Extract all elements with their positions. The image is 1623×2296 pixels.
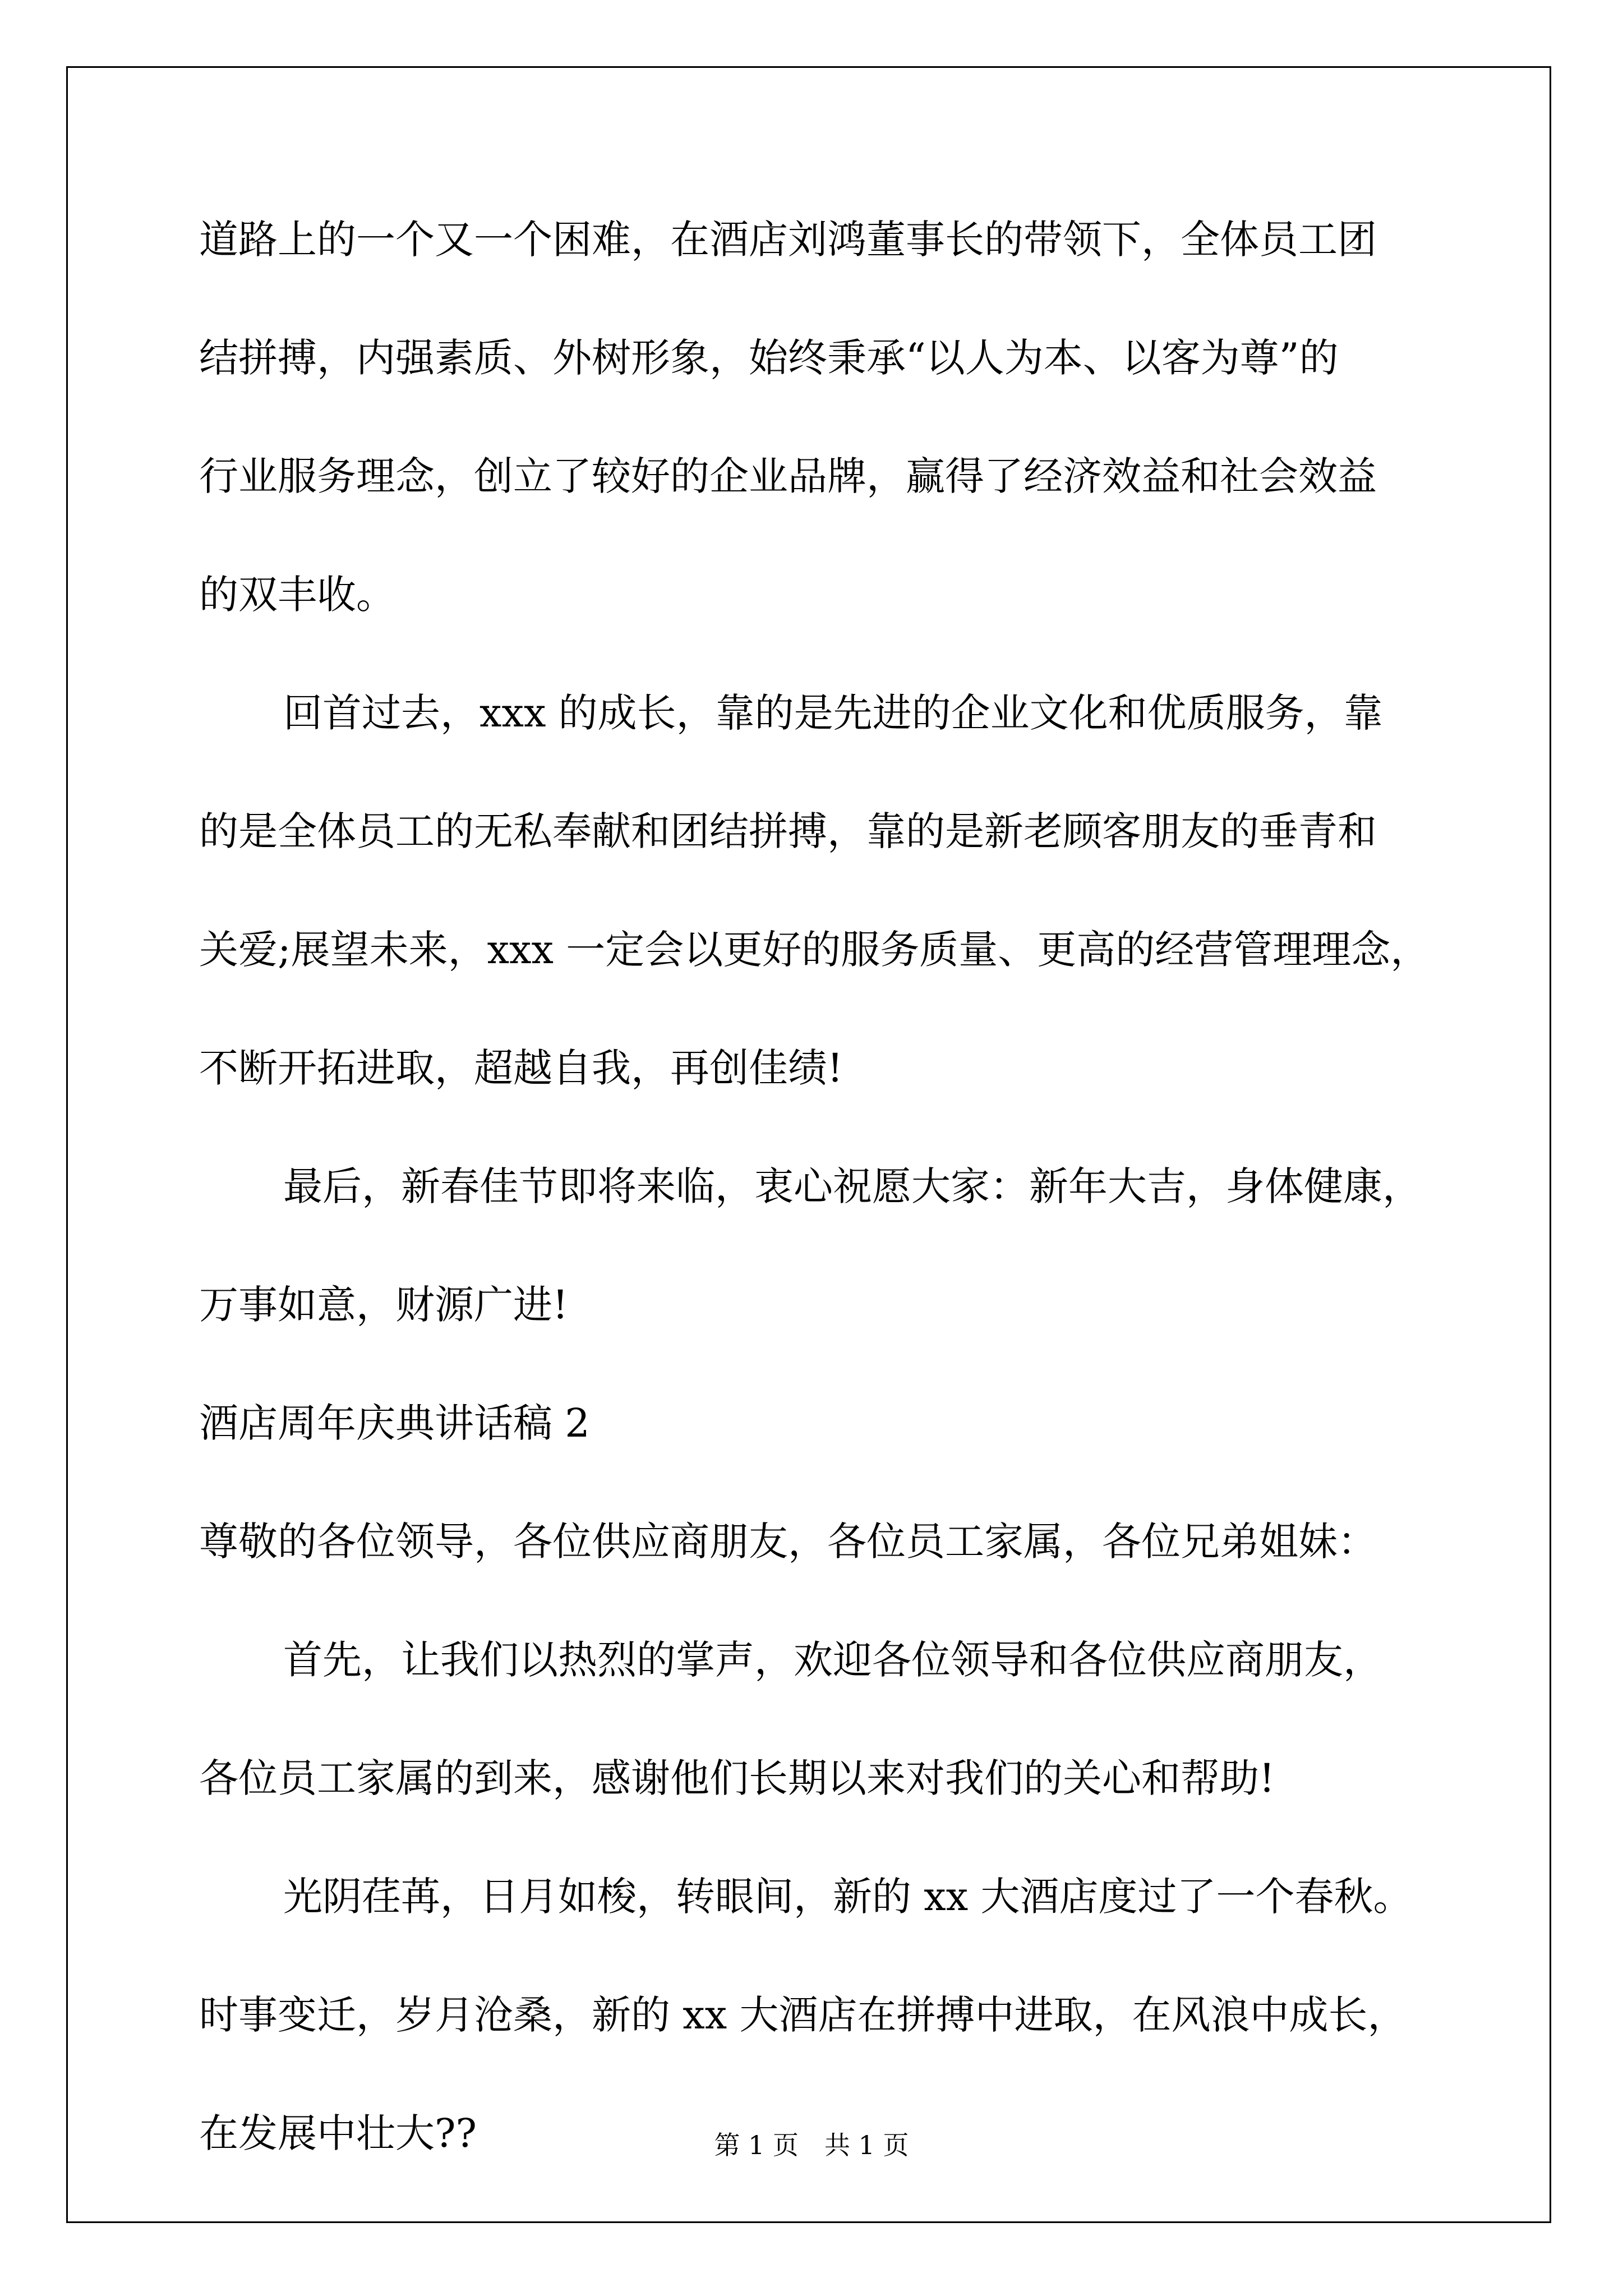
text-line: 在发展中壮大??: [199, 2110, 477, 2156]
text-line: 不断开拓进取，超越自我，再创佳绩!: [199, 1045, 843, 1091]
text-line: 行业服务理念，创立了较好的企业品牌，赢得了经济效益和社会效益: [199, 453, 1377, 499]
page-number-footer: 第 1 页 共 1 页: [714, 2130, 909, 2160]
salutation: 尊敬的各位领导，各位供应商朋友，各位员工家属，各位兄弟姐妹：: [199, 1519, 1377, 1565]
document-body: [199, 217, 1467, 2232]
text-line: 关爱;展望未来，xxx 一定会以更好的服务质量、更高的经营管理理念，: [199, 927, 1430, 973]
text-line: 时事变迁，岁月沧桑，新的 xx 大酒店在拼搏中进取，在风浪中成长，: [199, 1992, 1407, 2038]
text-line: 的双丰收。: [199, 572, 395, 618]
text-line: 万事如意，财源广进!: [199, 1282, 569, 1328]
text-line: 道路上的一个又一个困难，在酒店刘鸿董事长的带领下，全体员工团: [199, 217, 1377, 263]
text-line: 各位员工家属的到来，感谢他们长期以来对我们的关心和帮助!: [199, 1755, 1275, 1801]
text-line: 光阴荏苒，日月如梭，转眼间，新的 xx 大酒店度过了一个春秋。: [283, 1874, 1413, 1920]
text-line: 结拼搏，内强素质、外树形象，始终秉承“以人为本、以客为尊”的: [199, 335, 1339, 381]
text-line: 的是全体员工的无私奉献和团结拼搏，靠的是新老顾客朋友的垂青和: [199, 808, 1377, 854]
text-line: 最后，新春佳节即将来临，衷心祝愿大家：新年大吉，身体健康，: [283, 1163, 1422, 1209]
text-line: 首先，让我们以热烈的掌声，欢迎各位领导和各位供应商朋友，: [283, 1637, 1382, 1683]
text-line: 回首过去，xxx 的成长，靠的是先进的企业文化和优质服务，靠: [283, 690, 1383, 736]
section-title: 酒店周年庆典讲话稿 2: [199, 1400, 590, 1446]
